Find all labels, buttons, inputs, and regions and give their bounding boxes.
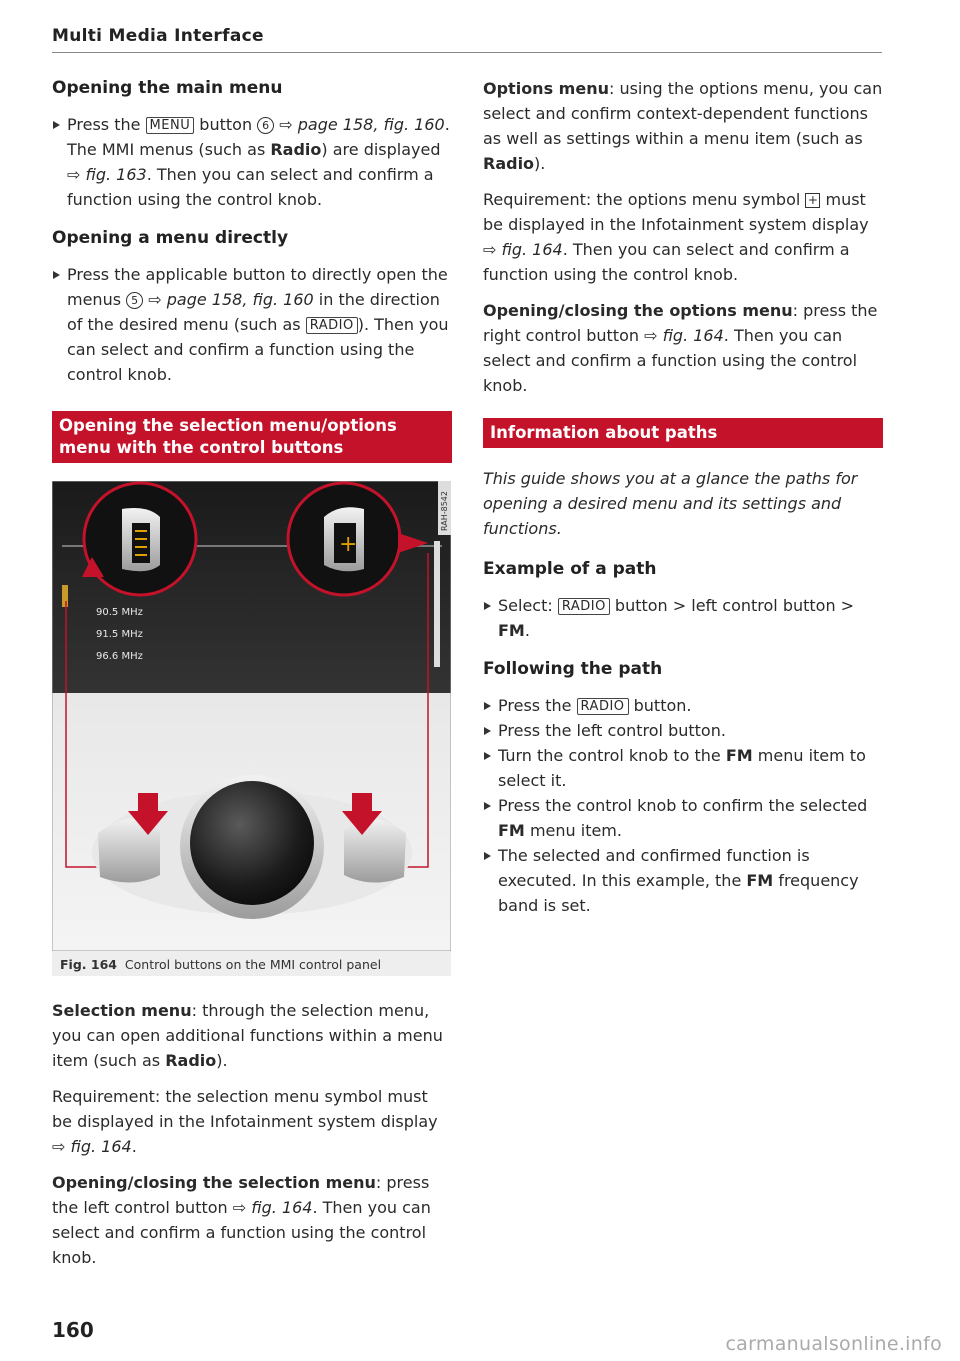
right-control-button: [344, 818, 406, 882]
figure-code: RAH-8542: [440, 491, 449, 531]
paragraph: Requirement: the options menu symbol + must be displayed in the Infotainment system display ⇨ fig. 164. Then you can select and confirm a function using the control knob.: [483, 190, 869, 284]
figure-164: [52, 481, 451, 976]
list-item: Press the RADIO button.: [483, 693, 883, 718]
list-item: Press the applicable button to directly open the menus 5 ⇨ page 158, fig. 160 in the direction of the desired menu (such as RADIO ). Then you can select and confirm a function using the control knob.: [52, 262, 452, 387]
cross-reference-link[interactable]: ⇨ fig. 164: [483, 240, 563, 259]
watermark-text: carmanualsonline.info: [725, 1333, 942, 1355]
left-column: [52, 76, 452, 1281]
station-frequency: 96.6 MHz: [96, 651, 143, 662]
paragraph: Requirement: the selection menu symbol must be displayed in the Infotainment system display ⇨ fig. 164.: [52, 1087, 438, 1156]
intro-text: This guide shows you at a glance the paths for opening a desired menu and its settings and functions.: [483, 469, 858, 538]
paragraph: Options menu: using the options menu, you can select and confirm context-dependent functions as well as settings within a menu item (such as Radio).: [483, 79, 883, 173]
callout-number: 5: [126, 292, 143, 309]
section-title-main-menu: Opening the main menu: [52, 78, 283, 98]
cross-reference-link[interactable]: ⇨ fig. 164: [52, 1137, 132, 1156]
cross-reference-link[interactable]: ⇨ page 158, fig. 160: [148, 290, 314, 309]
svg-text:+: +: [339, 532, 358, 557]
list-item: The selected and confirmed function is executed. In this example, the FM frequency band is set.: [483, 843, 883, 918]
page-header-title: Multi Media Interface: [52, 26, 264, 46]
section-title-following-path: Following the path: [483, 659, 663, 679]
main-menu-steps: [52, 112, 452, 212]
mmi-control-panel-illustration: [52, 481, 451, 951]
header-divider: [52, 52, 882, 53]
menu-button-label: MENU: [146, 117, 195, 134]
list-item: Select: RADIO button > left control button > FM.: [483, 593, 883, 643]
section-banner-control-buttons: Opening the selection menu/options menu with the control buttons: [52, 411, 452, 463]
paragraph: Selection menu: through the selection menu, you can open additional functions within a menu item (such as Radio).: [52, 1001, 443, 1070]
cross-reference-link[interactable]: ⇨ fig. 164: [232, 1198, 313, 1217]
control-knob: [190, 781, 314, 905]
cross-reference-link[interactable]: ⇨ fig. 163: [67, 165, 147, 184]
figure-caption: Fig. 164 Control buttons on the MMI control panel: [60, 957, 382, 972]
section-title-menu-directly: Opening a menu directly: [52, 228, 289, 248]
options-menu-symbol-icon: +: [805, 193, 820, 208]
radio-button-label: RADIO: [558, 598, 610, 615]
example-path-steps: [483, 593, 883, 643]
cross-reference-link[interactable]: ⇨ page 158, fig. 160: [279, 115, 445, 134]
paragraph: Opening/closing the selection menu: press the left control button ⇨ fig. 164. Then you can select and confirm a function using the control knob.: [52, 1173, 431, 1267]
list-item: Press the MENU button 6 ⇨ page 158, fig. 160. The MMI menus (such as Radio) are displayed ⇨ fig. 163. Then you can select and confirm a function using the control knob.: [52, 112, 452, 212]
list-item: Press the left control button.: [483, 718, 883, 743]
following-path-steps: [483, 693, 883, 918]
section-banner-paths: Information about paths: [483, 418, 883, 448]
station-frequency: 91.5 MHz: [96, 629, 143, 640]
list-item: Turn the control knob to the FM menu item to select it.: [483, 743, 883, 793]
cross-reference-link[interactable]: ⇨ fig. 164: [644, 326, 724, 345]
page-number: 160: [52, 1318, 94, 1342]
paragraph: Opening/closing the options menu: press the right control button ⇨ fig. 164. Then you can select and confirm a function using the control knob.: [483, 301, 878, 395]
radio-button-label: RADIO: [577, 698, 629, 715]
callout-number: 6: [257, 117, 274, 134]
list-item: Press the control knob to confirm the selected FM menu item.: [483, 793, 883, 843]
station-frequency: 90.5 MHz: [96, 607, 143, 618]
section-title-example-path: Example of a path: [483, 559, 657, 579]
radio-button-label: RADIO: [306, 317, 358, 334]
menu-directly-steps: [52, 262, 452, 387]
right-column: [483, 76, 883, 932]
